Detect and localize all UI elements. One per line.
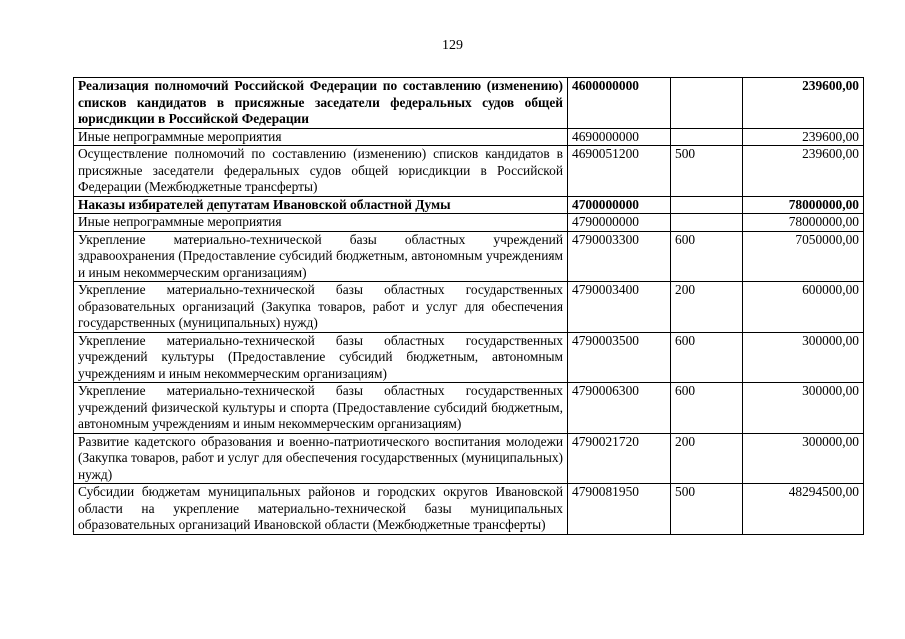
row-description: Иные непрограммные мероприятия	[74, 214, 568, 232]
table-row	[74, 383, 864, 434]
expense-type-code	[671, 128, 743, 146]
table-row	[74, 231, 864, 282]
budget-table-body	[74, 78, 864, 535]
target-article-code: 4790003500	[568, 332, 671, 383]
target-article-code: 4790021720	[568, 433, 671, 484]
row-description: Субсидии бюджетам муниципальных районов и городских округов Ивановской области на укрепление материально-технической базы муниципальных образовательных организаций Ивановской области (Межбюджетные трансферты)	[74, 484, 568, 535]
table-row	[74, 282, 864, 333]
amount: 300000,00	[743, 433, 864, 484]
table-row	[74, 146, 864, 197]
expense-type-code: 200	[671, 282, 743, 333]
expense-type-code	[671, 78, 743, 129]
amount: 78000000,00	[743, 196, 864, 214]
amount: 239600,00	[743, 78, 864, 129]
expense-type-code: 200	[671, 433, 743, 484]
row-description: Развитие кадетского образования и военно-патриотического воспитания молодежи (Закупка товаров, работ и услуг для обеспечения государственных (муниципальных) нужд)	[74, 433, 568, 484]
target-article-code: 4690051200	[568, 146, 671, 197]
row-description: Укрепление материально-технической базы областных государственных учреждений физической культуры и спорта (Предоставление субсидий бюджетным, автономным учреждениям и иным некоммерческим организациям)	[74, 383, 568, 434]
target-article-code: 4700000000	[568, 196, 671, 214]
table-row	[74, 214, 864, 232]
row-description: Осуществление полномочий по составлению (изменению) списков кандидатов в присяжные заседатели федеральных судов общей юрисдикции в Российской Федерации (Межбюджетные трансферты)	[74, 146, 568, 197]
amount: 239600,00	[743, 128, 864, 146]
page-number: 129	[442, 38, 463, 53]
expense-type-code: 600	[671, 383, 743, 434]
table-row	[74, 196, 864, 214]
expense-type-code: 600	[671, 332, 743, 383]
target-article-code: 4790003400	[568, 282, 671, 333]
expense-type-code: 500	[671, 484, 743, 535]
target-article-code: 4790003300	[568, 231, 671, 282]
table-row	[74, 484, 864, 535]
budget-table	[73, 77, 864, 535]
target-article-code: 4600000000	[568, 78, 671, 129]
row-description: Наказы избирателей депутатам Ивановской областной Думы	[74, 196, 568, 214]
table-row	[74, 433, 864, 484]
target-article-code: 4790006300	[568, 383, 671, 434]
row-description: Укрепление материально-технической базы областных учреждений здравоохранения (Предоставление субсидий бюджетным, автономным учреждениям и иным некоммерческим организациям)	[74, 231, 568, 282]
table-row	[74, 78, 864, 129]
expense-type-code	[671, 196, 743, 214]
row-description: Укрепление материально-технической базы областных государственных учреждений культуры (Предоставление субсидий бюджетным, автономным учреждениям и иным некоммерческим организациям)	[74, 332, 568, 383]
target-article-code: 4790081950	[568, 484, 671, 535]
row-description: Укрепление материально-технической базы областных государственных образовательных организаций (Закупка товаров, работ и услуг для обеспечения государственных (муниципальных) нужд)	[74, 282, 568, 333]
expense-type-code: 600	[671, 231, 743, 282]
expense-type-code	[671, 214, 743, 232]
target-article-code: 4690000000	[568, 128, 671, 146]
amount: 300000,00	[743, 383, 864, 434]
expense-type-code: 500	[671, 146, 743, 197]
amount: 78000000,00	[743, 214, 864, 232]
amount: 300000,00	[743, 332, 864, 383]
amount: 48294500,00	[743, 484, 864, 535]
amount: 239600,00	[743, 146, 864, 197]
amount: 7050000,00	[743, 231, 864, 282]
target-article-code: 4790000000	[568, 214, 671, 232]
row-description: Реализация полномочий Российской Федерации по составлению (изменению) списков кандидатов в присяжные заседатели федеральных судов общей юрисдикции в Российской Федерации	[74, 78, 568, 129]
amount: 600000,00	[743, 282, 864, 333]
table-row	[74, 332, 864, 383]
row-description: Иные непрограммные мероприятия	[74, 128, 568, 146]
table-row	[74, 128, 864, 146]
